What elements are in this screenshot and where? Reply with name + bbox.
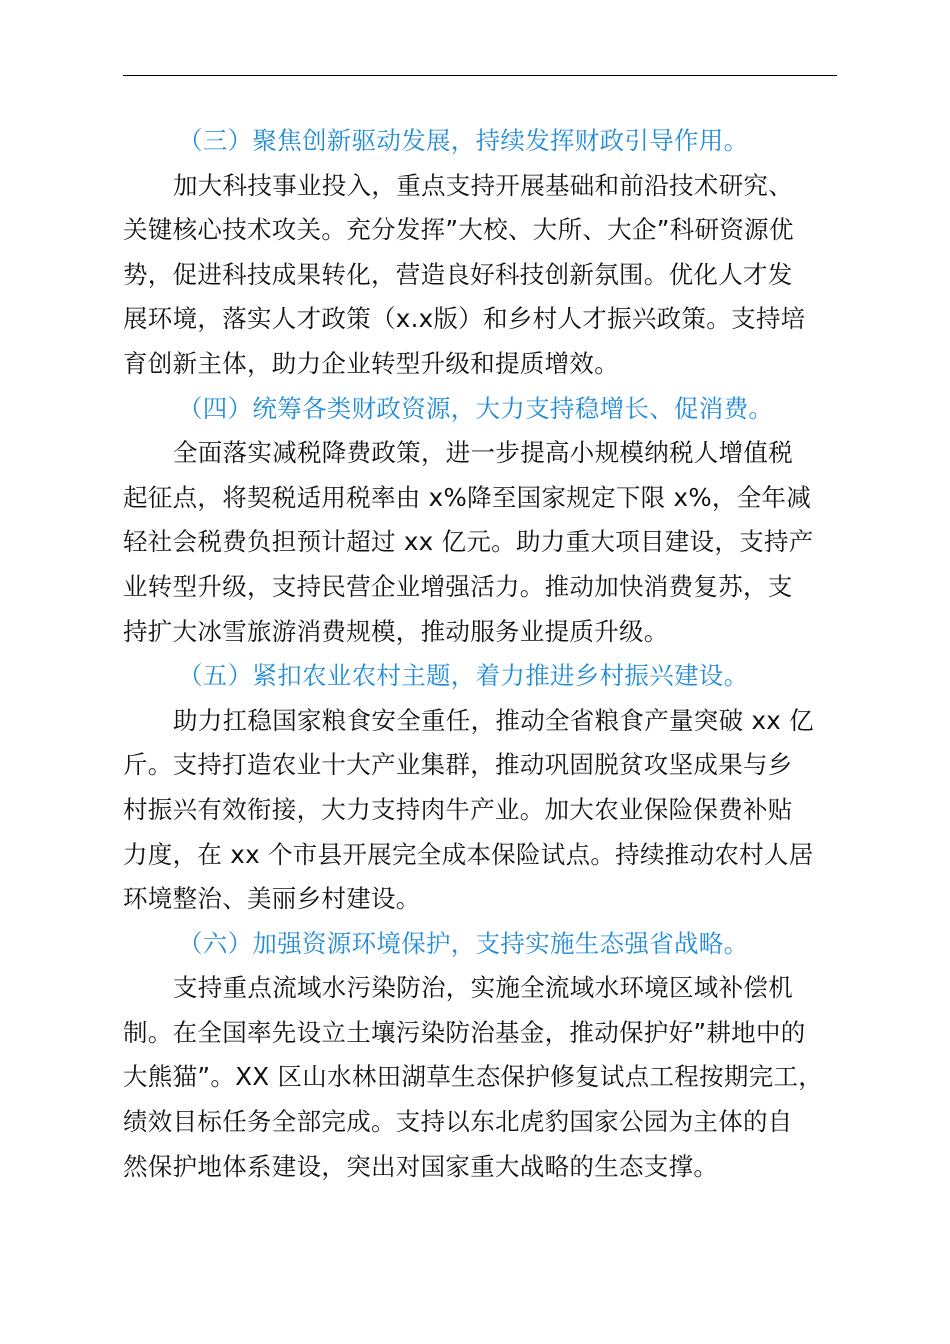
paragraph-line: 支持重点流域水污染防治，实施全流域水环境区域补偿机 [173, 973, 793, 1003]
paragraph-line: 环境整治、美丽乡村建设。 [123, 884, 421, 914]
paragraph-line: 力度，在 xx 个市县开展完全成本保险试点。持续推动农村人居 [123, 839, 814, 869]
paragraph-line: 绩效目标任务全部完成。支持以东北虎豹国家公园为主体的自 [123, 1107, 793, 1137]
header-rule [123, 75, 837, 76]
document-body [123, 119, 839, 1189]
paragraph-line: 轻社会税费负担预计超过 xx 亿元。助力重大项目建设，支持产 [123, 527, 814, 557]
paragraph-line: 展环境，落实人才政策（x.x版）和乡村人才振兴政策。支持培 [123, 304, 806, 334]
paragraph-line: 持扩大冰雪旅游消费规模，推动服务业提质升级。 [123, 616, 669, 646]
section-heading: （六）加强资源环境保护，支持实施生态强省战略。 [178, 928, 749, 958]
paragraph-line: 制。在全国率先设立土壤污染防治基金，推动保护好”耕地中的 [123, 1017, 806, 1047]
paragraph-line: 全面落实减税降费政策，进一步提高小规模纳税人增值税 [173, 438, 793, 468]
paragraph-line: 加大科技事业投入，重点支持开展基础和前沿技术研究、 [173, 170, 793, 200]
section-heading: （三）聚焦创新驱动发展，持续发挥财政引导作用。 [178, 126, 749, 155]
paragraph-line: 助力扛稳国家粮食安全重任，推动全省粮食产量突破 xx 亿 [173, 705, 814, 735]
paragraph-line: 村振兴有效衔接，大力支持肉牛产业。加大农业保险保费补贴 [123, 794, 793, 824]
paragraph-line: 斤。支持打造农业十大产业集群，推动巩固脱贫攻坚成果与乡 [123, 750, 793, 780]
paragraph-line: 起征点，将契税适用税率由 x%降至国家规定下限 x%，全年减 [123, 482, 812, 512]
section-6 [123, 922, 839, 1190]
paragraph-line: 育创新主体，助力企业转型升级和提质增效。 [123, 348, 619, 378]
paragraph-line: 业转型升级，支持民营企业增强活力。推动加快消费复苏，支 [123, 571, 793, 601]
section-heading: （四）统筹各类财政资源，大力支持稳增长、促消费。 [178, 393, 774, 423]
section-3 [123, 119, 839, 387]
section-4 [123, 387, 839, 655]
paragraph-line: 关键核心技术攻关。充分发挥”大校、大所、大企”科研资源优 [123, 215, 794, 245]
section-heading: （五）紧扣农业农村主题，着力推进乡村振兴建设。 [178, 661, 749, 691]
paragraph-line: 大熊猫”。XX 区山水林田湖草生态保护修复试点工程按期完工， [123, 1062, 824, 1092]
paragraph-line: 势，促进科技成果转化，营造良好科技创新氛围。优化人才发 [123, 259, 793, 289]
paragraph-line: 然保护地体系建设，突出对国家重大战略的生态支撑。 [123, 1151, 719, 1181]
section-5 [123, 654, 839, 922]
